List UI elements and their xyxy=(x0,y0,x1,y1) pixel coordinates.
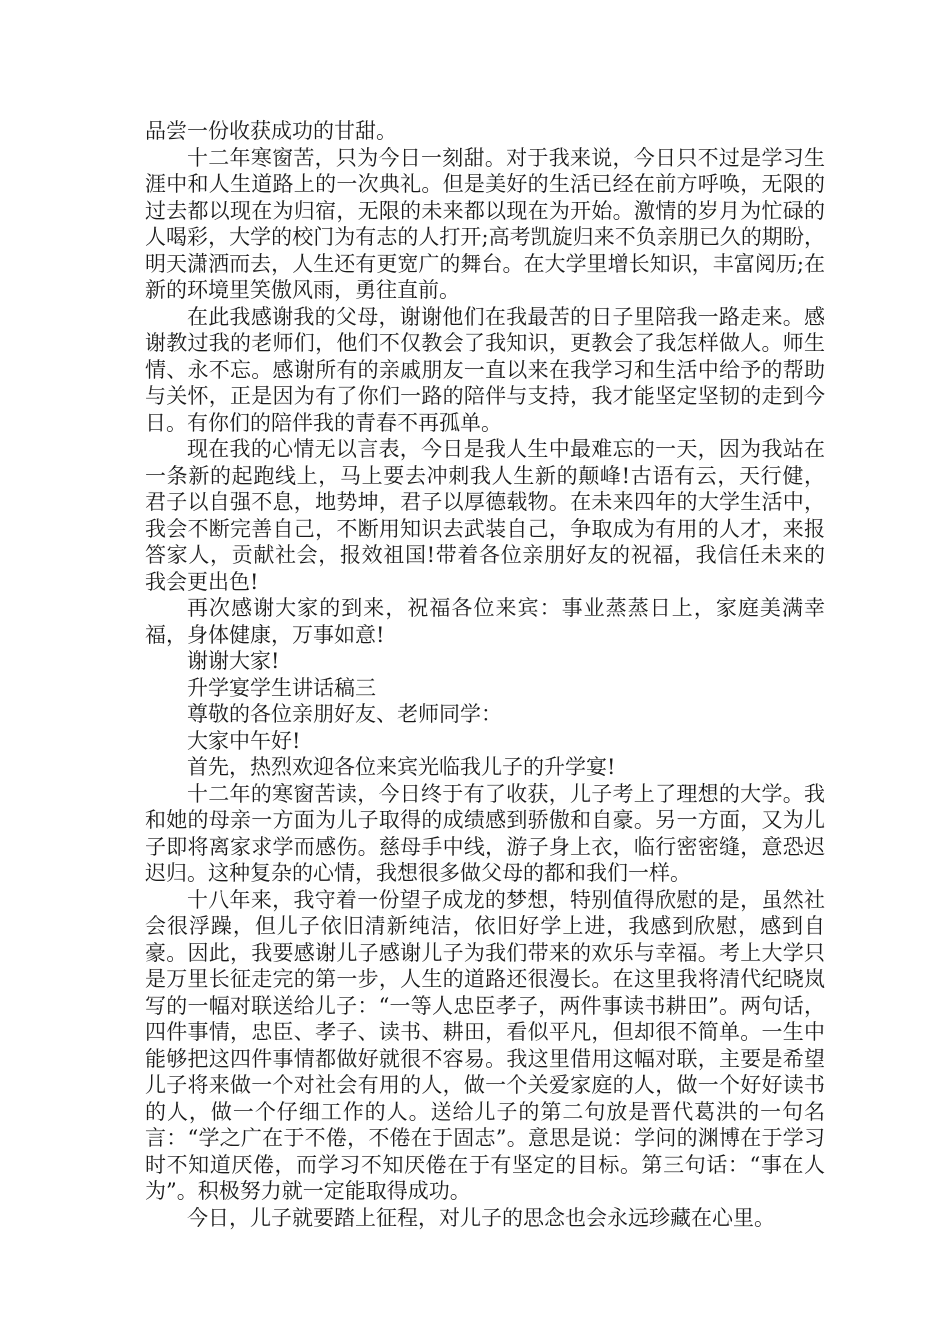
paragraph: 十八年来，我守着一份望子成龙的梦想，特别值得欣慰的是，虽然社会很浮躁，但儿子依旧清新纯洁，依旧好学上进，我感到欣慰，感到自豪。因此，我要感谢儿子感谢儿子为我们带来的欢乐与幸福。考上大学只是万里长征走完的第一步，人生的道路还很漫长。在这里我将清代纪晓岚写的一幅对联送给儿子：“一等人忠臣孝子，两件事读书耕田”。两句话，四件事情，忠臣、孝子、读书、耕田，看似平凡，但却很不简单。一生中能够把这四件事情都做好就很不容易。我这里借用这幅对联，主要是希望儿子将来做一个对社会有用的人，做一个关爱家庭的人，做一个好好读书的人，做一个仔细工作的人。送给儿子的第二句放是晋代葛洪的一句名言：“学之广在于不倦，不倦在于固志”。意思是说：学问的渊博在于学习时不知道厌倦，而学习不知厌倦在于有坚定的目标。第三句话：“事在人为”。积极努力就一定能取得成功。 xyxy=(145,887,825,1203)
paragraph: 十二年寒窗苦，只为今日一刻甜。对于我来说，今日只不过是学习生涯中和人生道路上的一次典礼。但是美好的生活已经在前方呼唤，无限的过去都以现在为归宿，无限的未来都以现在为开始。激情的岁月为忙碌的人喝彩，大学的校门为有志的人打开;高考凯旋归来不负亲朋已久的期盼，明天潇洒而去，人生还有更宽广的舞台。在大学里增长知识，丰富阅历;在新的环境里笑傲风雨，勇往直前。 xyxy=(145,145,825,302)
paragraph: 谢谢大家! xyxy=(187,649,280,673)
paragraph: 首先，热烈欢迎各位来宾光临我儿子的升学宴! xyxy=(187,755,616,779)
document-body xyxy=(145,118,825,1231)
paragraph: 十二年的寒窗苦读，今日终于有了收获，儿子考上了理想的大学。我和她的母亲一方面为儿子取得的成绩感到骄傲和自豪。另一方面，又为儿子即将离家求学而感伤。慈母手中线，游子身上衣，临行密密缝，意恐迟迟归。这种复杂的心情，我想很多做父母的都和我们一样。 xyxy=(145,781,825,885)
paragraph: 现在我的心情无以言表，今日是我人生中最难忘的一天，因为我站在一条新的起跑线上，马上要去冲刺我人生新的颠峰!古语有云，天行健，君子以自强不息，地势坤，君子以厚德载物。在未来四年的大学生活中，我会不断完善自己，不断用知识去武装自己，争取成为有用的人才，来报答家人，贡献社会，报效祖国!带着各位亲朋好友的祝福，我信任未来的我会更出色! xyxy=(145,437,825,594)
section-heading: 升学宴学生讲话稿三 xyxy=(187,675,376,700)
paragraph: 在此我感谢我的父母，谢谢他们在我最苦的日子里陪我一路走来。感谢教过我的老师们，他们不仅教会了我知识，更教会了我怎样做人。师生情、永不忘。感谢所有的亲戚朋友一直以来在我学习和生活中给予的帮助与关怀，正是因为有了你们一路的陪伴与支持，我才能坚定坚韧的走到今日。有你们的陪伴我的青春不再孤单。 xyxy=(145,304,825,435)
salutation: 尊敬的各位亲朋好友、老师同学： xyxy=(187,702,502,726)
paragraph: 今日，儿子就要踏上征程，对儿子的思念也会永远珍藏在心里。 xyxy=(187,1205,775,1230)
paragraph: 再次感谢大家的到来，祝福各位来宾：事业蒸蒸日上，家庭美满幸福，身体健康，万事如意! xyxy=(145,596,825,647)
greeting: 大家中午好! xyxy=(187,728,301,753)
paragraph-continuation: 品尝一份收获成功的甘甜。 xyxy=(145,119,397,143)
